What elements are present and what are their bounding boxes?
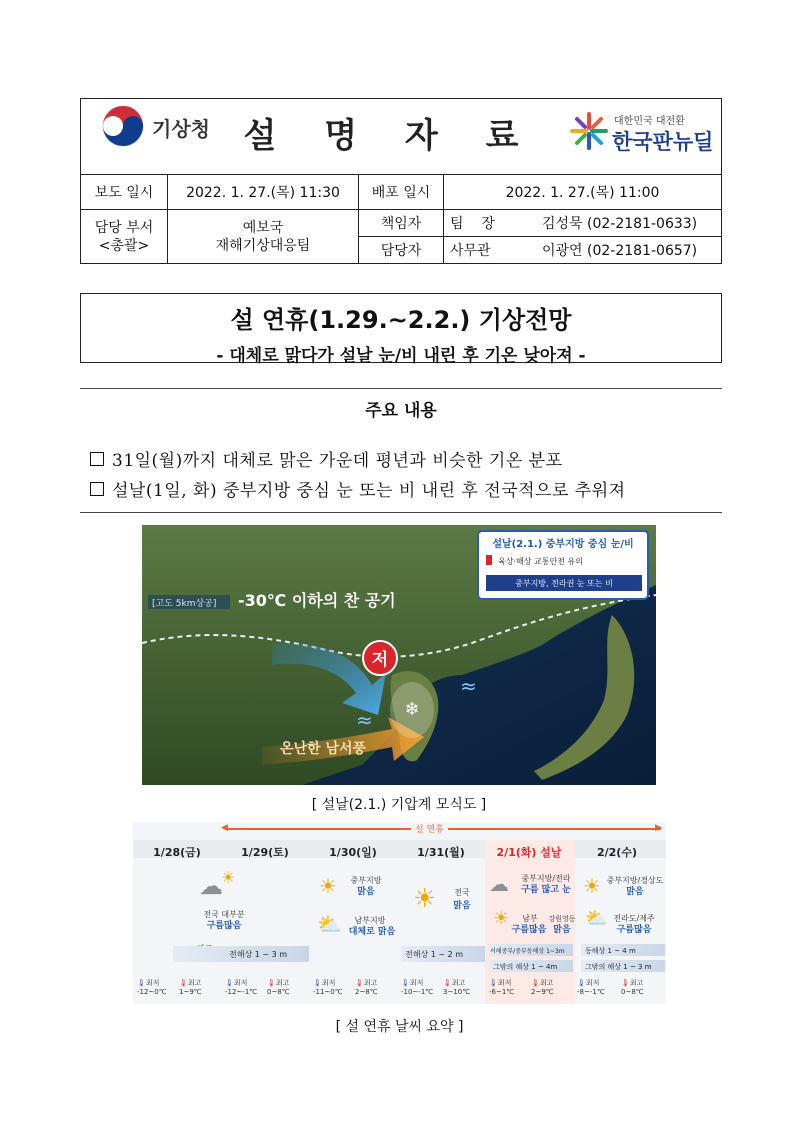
dept-value	[168, 210, 359, 264]
dept-value-line1: 예보국	[242, 219, 284, 236]
key-points-heading: 주요 내용	[365, 401, 437, 421]
sun-icon: ☀	[413, 884, 437, 914]
region-label: 남부지방	[354, 916, 386, 925]
brand-name: 한국판뉴딜	[612, 130, 714, 154]
low-pressure-symbol: 저	[371, 650, 389, 670]
temp-range: 🌡최고 1~9℃	[179, 979, 202, 996]
region-label: 전국 대부분	[203, 910, 245, 919]
temp-range: 🌡최저 -10~-1℃	[401, 979, 434, 996]
arrow-left-icon: ◀	[221, 823, 228, 833]
divider	[80, 388, 722, 389]
temp-range: 🌡최저 -6~1℃	[489, 979, 515, 996]
legend-warning: 육상·해상 교통안전 유의	[498, 557, 583, 566]
temp-range: 🌡최고 2~8℃	[355, 979, 378, 996]
weather-desc: 구름많음	[616, 925, 652, 935]
temp-range: 🌡최저 -8~-1℃	[577, 979, 605, 996]
thermometer-icon: 🌡	[355, 979, 364, 987]
thermometer-icon: 🌡	[137, 979, 146, 987]
day-label: 2/2(수)	[596, 846, 637, 859]
cloud-sun-icon: ⛅	[317, 912, 342, 936]
weather-desc: 대체로 맑음	[348, 927, 396, 937]
wave-height: 전해상 1 ~ 2 m	[405, 950, 464, 959]
thermometer-icon: 🌡	[267, 979, 276, 987]
map-caption: [ 설날(2.1.) 기압계 모식도 ]	[311, 797, 487, 813]
legend-title: 설날(2.1.) 중부지방 중심 눈/비	[492, 539, 634, 550]
wave-height: 동해상 1 ~ 4 m	[585, 947, 636, 955]
role-contact: 김성묵 (02-2181-0633)	[536, 210, 722, 237]
temp-range: 🌡최저 -11~0℃	[313, 979, 343, 996]
release-value: 2022. 1. 27.(목) 11:30	[168, 175, 359, 210]
headline-box	[80, 293, 722, 366]
release-label: 보도 일시	[81, 175, 168, 210]
thermometer-icon: 🌡	[401, 979, 410, 987]
checkbox-square-icon	[90, 452, 104, 466]
sun-icon: ☀	[493, 908, 510, 929]
document-type-title: 설 명 자 료	[243, 116, 537, 156]
wave-height: 전해상 1 ~ 3 m	[229, 950, 288, 959]
distribution-value: 2022. 1. 27.(목) 11:00	[444, 175, 722, 210]
wave-icon: ≈	[356, 708, 373, 732]
summary-caption: [ 설 연휴 날씨 요약 ]	[335, 1019, 464, 1035]
dept-label	[81, 210, 168, 264]
thermometer-icon: 🌡	[531, 979, 540, 987]
role-title: 사무관	[444, 237, 537, 264]
thermometer-icon: 🌡	[577, 979, 586, 987]
snowflake-icon: ❄	[404, 699, 420, 720]
day-label: 1/29(토)	[241, 846, 289, 859]
wave-icon: ≈	[460, 674, 477, 698]
day-label: 2/1(화) 설날	[496, 846, 562, 859]
thermometer-icon: 🌡	[225, 979, 234, 987]
weather-desc: 맑음	[357, 887, 375, 897]
warm-wind-label: 온난한 남서풍	[280, 741, 367, 757]
cloud-sun-icon: ☁	[199, 872, 223, 900]
thermometer-icon: 🌡	[313, 979, 322, 987]
region-label: 중부지방	[350, 876, 382, 885]
thermometer-icon: 🌡	[489, 979, 498, 987]
sun-icon: ☀	[583, 874, 601, 898]
region-label: 중부지방/전라	[521, 874, 571, 883]
key-point-text: 설날(1일, 화) 중부지방 중심 눈 또는 비 내린 후 전국적으로 추워져	[112, 481, 626, 501]
temp-range: 🌡최고 0~8℃	[267, 979, 290, 996]
wave-height: 그밖의 해상 1 ~ 3 m	[585, 963, 652, 971]
distribution-label: 배포 일시	[359, 175, 444, 210]
key-point-text: 31일(월)까지 대체로 맑은 가운데 평년과 비슷한 기온 분포	[112, 451, 563, 471]
key-point	[90, 476, 626, 501]
thermometer-icon: 🌡	[443, 979, 452, 987]
snow-cloud-icon: ☁	[489, 872, 509, 896]
release-info-table	[80, 174, 722, 264]
wave-height: 서해중부/중부동해상 1~3m	[490, 948, 565, 955]
region-label: 전국	[454, 888, 470, 897]
weather-desc: 구름많음	[511, 925, 547, 935]
agency-name: 기상청	[152, 117, 210, 141]
altitude-tag: [고도 5km상공]	[152, 599, 217, 609]
headline: 설 연휴(1.29.~2.2.) 기상전망	[230, 306, 572, 334]
kma-emblem-icon	[100, 104, 146, 148]
korean-new-deal-logo	[568, 110, 718, 158]
brand-tagline: 대한민국 대전환	[614, 116, 685, 127]
temp-range: 🌡최고 2~9℃	[531, 979, 554, 996]
new-deal-emblem-icon	[568, 110, 610, 152]
subheadline: - 대체로 맑다가 설날 눈/비 내린 후 기온 낮아져 -	[216, 346, 586, 366]
dept-label-line1: 담당 부서	[94, 219, 154, 236]
weather-desc: 맑음	[553, 925, 571, 935]
sun-icon: ☀	[319, 874, 337, 898]
day-label: 1/30(일)	[329, 846, 377, 859]
dept-label-line2: <총괄>	[98, 237, 150, 254]
region-label: 강원영동	[548, 915, 576, 923]
weather-desc: 구름많음	[206, 921, 242, 931]
weather-desc: 구름 많고 눈	[521, 885, 571, 895]
temp-range: 🌡최저 -12~-1℃	[225, 979, 258, 996]
divider	[80, 512, 722, 513]
dept-value-line2: 재해기상대응팀	[215, 237, 311, 254]
day-label: 1/28(금)	[153, 846, 201, 859]
arrow-right-icon: ▶	[655, 823, 662, 833]
role-label: 담당자	[359, 237, 444, 264]
role-title: 팀 장	[444, 210, 537, 237]
holiday-weather-summary	[133, 822, 666, 1004]
cloud-sun-icon: ⛅	[585, 908, 608, 929]
thermometer-icon: 🌡	[179, 979, 188, 987]
temp-range: 🌡최고 0~8℃	[621, 979, 644, 996]
region-label: 전라도/제주	[613, 914, 655, 923]
weather-desc: 맑음	[453, 901, 471, 911]
role-contact: 이광연 (02-2181-0657)	[536, 237, 722, 264]
thermometer-icon: 🌡	[621, 979, 630, 987]
region-label: 중부지방/경상도	[606, 876, 664, 885]
temp-range: 🌡최저 -12~0℃	[137, 979, 167, 996]
weather-desc: 맑음	[626, 887, 644, 897]
cold-air-label: -30℃ 이하의 찬 공기	[238, 591, 396, 610]
day-label: 1/31(월)	[417, 846, 465, 859]
checkbox-square-icon	[90, 482, 104, 496]
synoptic-weather-map	[142, 525, 656, 785]
key-point	[90, 446, 563, 471]
legend-band: 중부지방, 전라권 눈 또는 비	[515, 579, 613, 588]
kma-logo	[100, 104, 240, 148]
warning-light-icon	[486, 555, 492, 565]
wave-height: 그밖의 해상 1 ~ 4m	[493, 963, 558, 971]
sun-icon: ☀	[221, 868, 236, 887]
holiday-label: 설 연휴	[411, 822, 448, 835]
temp-range: 🌡최고 3~10℃	[443, 979, 471, 996]
role-label: 책임자	[359, 210, 444, 237]
region-label: 남부	[522, 914, 538, 923]
